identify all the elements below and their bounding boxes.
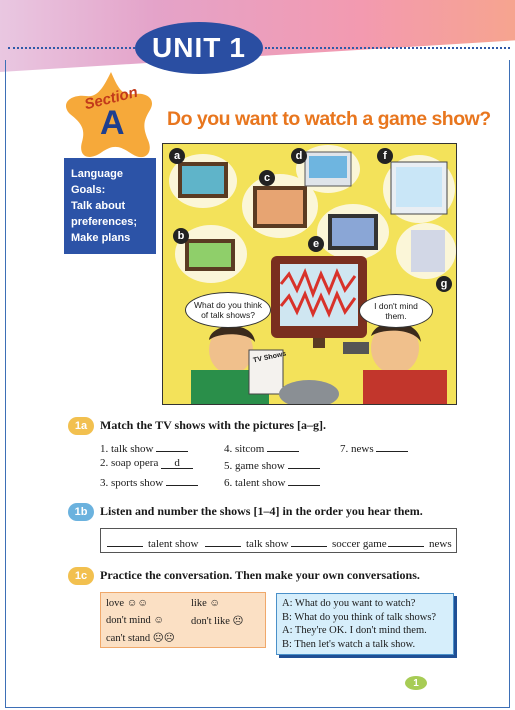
listen-item [205, 535, 288, 550]
speech-right-text: I don't mind them. [374, 301, 418, 321]
show-word: news [429, 538, 452, 550]
match-item [100, 440, 188, 455]
match-item [100, 457, 193, 469]
dotted-rule-left [8, 47, 135, 49]
match-label: 3. sports show [100, 477, 164, 489]
match-label: 5. game show [224, 460, 285, 472]
expression-like: like ☺ [191, 598, 221, 609]
picture-letter-e: e [308, 236, 324, 252]
show-word: talent show [148, 538, 199, 550]
speech-bubble-left [185, 292, 271, 328]
match-item [224, 474, 320, 489]
picture-letter-d: d [291, 148, 307, 164]
match-label: 7. news [340, 443, 374, 455]
match-item [224, 440, 299, 455]
picture-letter-a: a [169, 148, 185, 164]
listen-item [291, 535, 387, 550]
number-blank[interactable] [388, 535, 424, 547]
goals-line: Talk about [71, 200, 126, 212]
conversation-line: A: What do you want to watch? [282, 598, 416, 609]
conversation-box [276, 593, 454, 655]
show-word: soccer game [332, 538, 387, 550]
expression-dont-mind: don't mind ☺ [106, 615, 165, 626]
activity-1c-instruction: Practice the conversation. Then make your own conversations. [100, 568, 420, 582]
section-letter: A [100, 104, 125, 142]
activity-badge-1a: 1a [68, 417, 94, 435]
number-blank[interactable] [107, 535, 143, 547]
activity-1b-instruction: Listen and number the shows [1–4] in the order you hear them. [100, 504, 423, 518]
match-label: 2. soap opera [100, 457, 159, 469]
answer-blank[interactable] [288, 474, 320, 486]
answer-blank[interactable] [166, 474, 198, 486]
match-label: 6. talent show [224, 477, 286, 489]
goals-line: Make plans [71, 232, 131, 244]
answer-blank[interactable]: d [161, 457, 193, 469]
speech-bubble-right [359, 294, 433, 328]
conversation-line: B: Then let's watch a talk show. [282, 638, 416, 650]
listen-item [388, 535, 452, 550]
picture-letter-f: f [377, 148, 393, 164]
unit-word: UNIT [152, 32, 222, 63]
expressions-box [100, 592, 266, 648]
tv-shows-illustration [162, 143, 457, 405]
match-item [100, 474, 198, 489]
answer-blank[interactable] [288, 457, 320, 469]
unit-badge [135, 22, 263, 74]
answer-blank[interactable] [376, 440, 408, 452]
section-word: Section [82, 83, 140, 114]
conversation-line: A: They're OK. I don't mind them. [282, 625, 427, 636]
language-goals [64, 158, 156, 254]
page-title: Do you want to watch a game show? [167, 108, 491, 130]
unit-number: 1 [229, 32, 246, 63]
listening-box [100, 528, 457, 553]
answer-blank[interactable] [156, 440, 188, 452]
activity-1a-instruction: Match the TV shows with the pictures [a–g]. [100, 418, 327, 432]
dotted-rule-right [265, 47, 510, 49]
picture-letter-g: g [436, 276, 452, 292]
goals-line: preferences; [71, 216, 138, 228]
number-blank[interactable] [205, 535, 241, 547]
match-item [340, 440, 408, 455]
activity-badge-1b: 1b [68, 503, 94, 521]
match-item [224, 457, 320, 472]
conversation-line: B: What do you think of talk shows? [282, 611, 437, 623]
listen-item [107, 535, 198, 550]
answer-blank[interactable] [267, 440, 299, 452]
match-label: 1. talk show [100, 443, 154, 455]
speech-left-text: What do you think of talk shows? [193, 300, 263, 320]
match-label: 4. sitcom [224, 443, 265, 455]
picture-letter-b: b [173, 228, 189, 244]
expression-cant-stand: can't stand ☹☹ [106, 633, 175, 644]
expression-love: love ☺☺ [106, 598, 149, 609]
number-blank[interactable] [291, 535, 327, 547]
picture-letter-c: c [259, 170, 275, 186]
page-number: 1 [405, 676, 427, 690]
expression-dont-like: don't like ☹ [191, 616, 244, 627]
newspaper-label: TV Shows [252, 350, 287, 365]
goals-line: Language Goals: [71, 168, 123, 196]
show-word: talk show [246, 538, 289, 550]
activity-badge-1c: 1c [68, 567, 94, 585]
